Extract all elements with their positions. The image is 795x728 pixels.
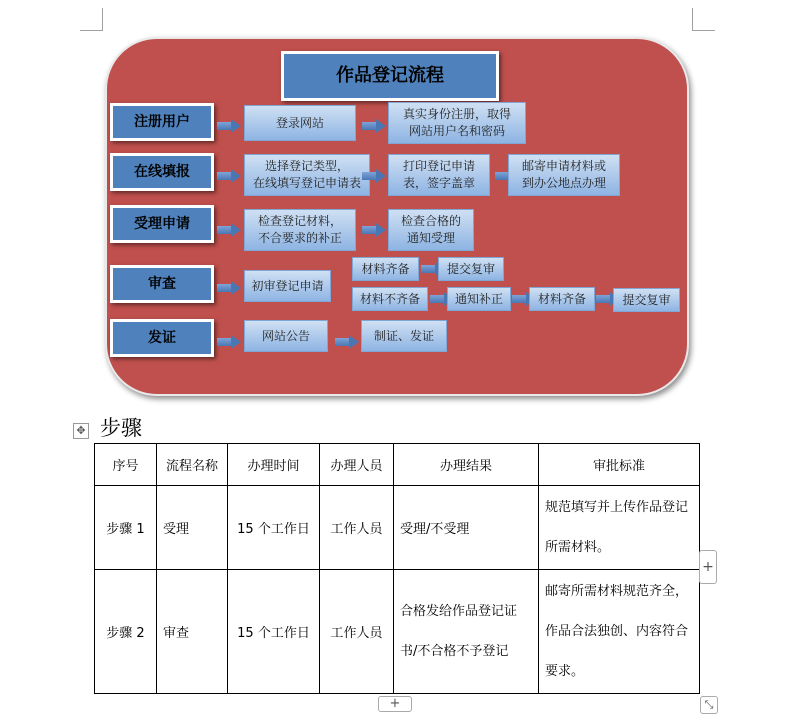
step-real-name-register: 真实身份注册，取得 网站用户名和密码 bbox=[388, 102, 526, 144]
cell-standard: 邮寄所需材料规范齐全，作品合法独创、内容符合要求。 bbox=[539, 570, 700, 694]
steps-table bbox=[94, 443, 700, 694]
header-cell: 办理人员 bbox=[320, 444, 394, 486]
step-login-site: 登录网站 bbox=[244, 105, 356, 141]
header-cell: 审批标准 bbox=[539, 444, 700, 486]
arrow-right-icon bbox=[217, 281, 241, 295]
add-row-button[interactable]: + bbox=[378, 696, 412, 712]
step-submit-re-review: 提交复审 bbox=[438, 257, 504, 281]
cell-time: 15 个工作日 bbox=[228, 486, 320, 570]
cell-result: 合格发给作品登记证书/不合格不予登记 bbox=[394, 570, 539, 694]
cell-standard: 规范填写并上传作品登记所需材料。 bbox=[539, 486, 700, 570]
stage-accept-application: 受理申请 bbox=[110, 205, 214, 243]
page-corner-mark-left bbox=[80, 8, 103, 31]
section-title: 步骤 bbox=[100, 416, 142, 440]
stage-online-fill: 在线填报 bbox=[110, 153, 214, 191]
cell-name: 受理 bbox=[157, 486, 228, 570]
arrow-right-icon bbox=[217, 223, 241, 237]
step-site-announce: 网站公告 bbox=[244, 320, 328, 352]
page-corner-mark-right bbox=[692, 8, 715, 31]
cell-name: 审查 bbox=[157, 570, 228, 694]
stage-register-user: 注册用户 bbox=[110, 103, 214, 141]
step-initial-review: 初审登记申请 bbox=[244, 270, 331, 302]
cell-result: 受理/不受理 bbox=[394, 486, 539, 570]
step-check-materials: 检查登记材料， 不合要求的补正 bbox=[244, 209, 356, 251]
flowchart-title: 作品登记流程 bbox=[281, 51, 499, 101]
registration-flowchart[interactable] bbox=[105, 37, 689, 396]
cell-staff: 工作人员 bbox=[320, 486, 394, 570]
arrow-right-icon bbox=[217, 119, 241, 133]
table-resize-handle-icon[interactable]: ⤡ bbox=[700, 696, 718, 714]
arrow-right-icon bbox=[217, 169, 241, 183]
step-submit-re-review-2: 提交复审 bbox=[613, 288, 680, 312]
arrow-right-icon bbox=[217, 335, 241, 349]
arrow-right-icon bbox=[362, 119, 386, 133]
cell-staff: 工作人员 bbox=[320, 570, 394, 694]
table-header-row bbox=[95, 444, 700, 486]
table-row bbox=[95, 486, 700, 570]
arrow-right-icon bbox=[362, 169, 386, 183]
table-move-handle-icon[interactable]: ✥ bbox=[73, 423, 89, 439]
step-select-type: 选择登记类型， 在线填写登记申请表 bbox=[244, 154, 370, 196]
stage-review: 审查 bbox=[110, 265, 214, 303]
header-cell: 办理时间 bbox=[228, 444, 320, 486]
step-notify-correction: 通知补正 bbox=[447, 287, 511, 311]
step-materials-complete: 材料齐备 bbox=[352, 257, 419, 281]
step-make-issue-cert: 制证、发证 bbox=[361, 320, 447, 352]
arrow-right-icon bbox=[335, 335, 359, 349]
add-column-button[interactable]: + bbox=[699, 550, 717, 584]
step-notify-accept: 检查合格的 通知受理 bbox=[388, 209, 474, 251]
arrow-right-icon bbox=[362, 223, 386, 237]
header-cell: 序号 bbox=[95, 444, 157, 486]
step-print-form: 打印登记申请 表，签字盖章 bbox=[388, 154, 490, 196]
step-mail-materials: 邮寄申请材料或 到办公地点办理 bbox=[508, 154, 620, 196]
cell-step: 步骤 1 bbox=[95, 486, 157, 570]
cell-step: 步骤 2 bbox=[95, 570, 157, 694]
step-materials-incomplete: 材料不齐备 bbox=[352, 287, 428, 311]
header-cell: 办理结果 bbox=[394, 444, 539, 486]
step-materials-complete-2: 材料齐备 bbox=[529, 287, 595, 311]
table-row bbox=[95, 570, 700, 694]
cell-time: 15 个工作日 bbox=[228, 570, 320, 694]
header-cell: 流程名称 bbox=[157, 444, 228, 486]
stage-issue-certificate: 发证 bbox=[110, 319, 214, 357]
